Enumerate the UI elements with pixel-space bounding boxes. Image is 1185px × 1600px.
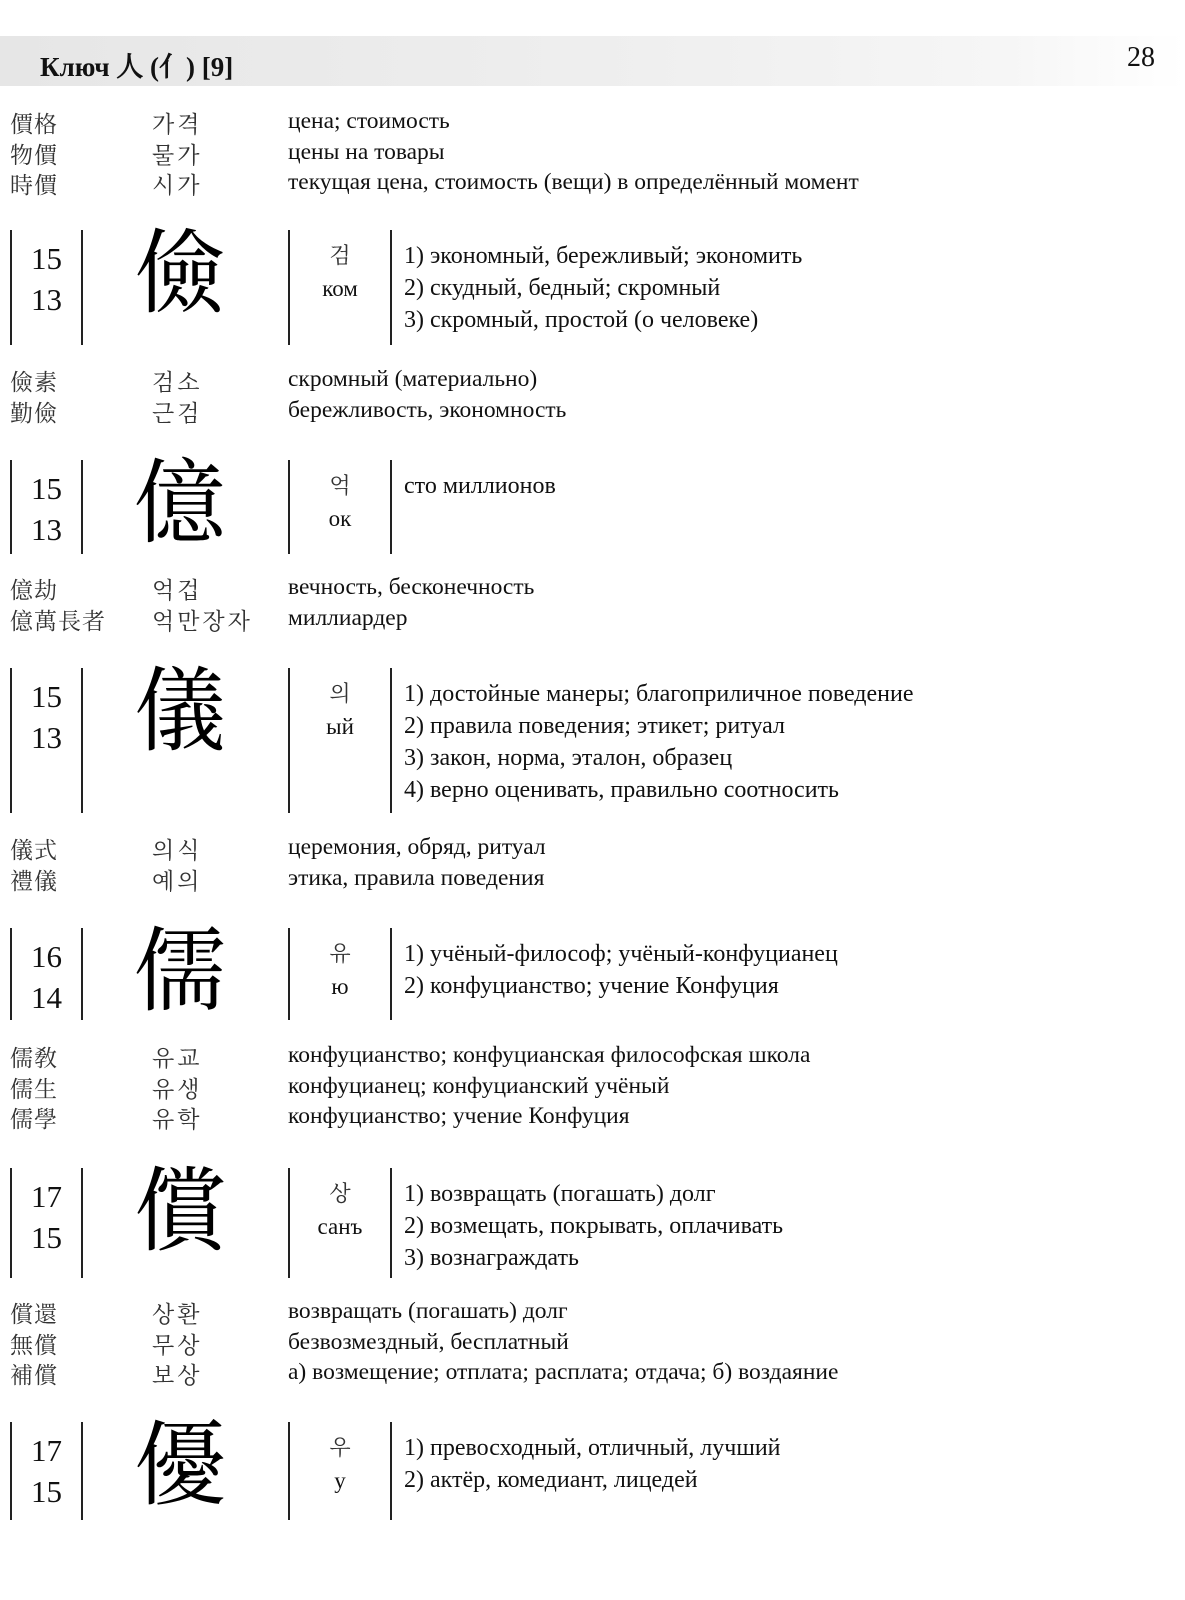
meaning: 3) закон, норма, эталон, образец <box>404 745 733 771</box>
divider <box>390 1168 392 1278</box>
compound-definition: вечность, бесконечность <box>288 574 535 600</box>
compound-definition: цена; стоимость <box>288 108 450 134</box>
reading <box>290 1180 390 1244</box>
reading <box>290 1434 390 1498</box>
reading-hangul: 검 <box>329 244 351 269</box>
compound-definition: конфуцианство; учение Конфуция <box>288 1103 630 1129</box>
compound-hangul: 억겁 <box>152 578 203 604</box>
reading <box>290 472 390 536</box>
compound-hanja: 時價 <box>10 173 58 199</box>
character-entry <box>10 220 1170 345</box>
stroke-count-extra: 13 <box>31 720 62 755</box>
compound-hangul: 근검 <box>152 400 203 427</box>
divider <box>390 460 392 554</box>
meaning: 2) правила поведения; этикет; ритуал <box>404 713 785 739</box>
compound-hanja: 補償 <box>10 1363 58 1389</box>
compound-definition: церемония, обряд, ритуал <box>288 834 546 860</box>
meaning: 1) экономный, бережливый; экономить <box>404 243 803 269</box>
reading-cyrillic: у <box>334 1468 346 1493</box>
headword-character: 優 <box>134 1412 227 1519</box>
stroke-count-total: 15 <box>31 471 62 506</box>
compound-hanja: 儒敎 <box>10 1046 58 1072</box>
reading <box>290 242 390 306</box>
meanings <box>404 678 913 806</box>
meaning: сто миллионов <box>404 473 556 499</box>
stroke-count-total: 17 <box>31 1433 62 1468</box>
compound-definition: а) возмещение; отплата; расплата; отдача; б) воздаяние <box>288 1359 839 1385</box>
reading-hangul: 억 <box>329 474 351 499</box>
meaning: 1) превосходный, отличный, лучший <box>404 1435 781 1461</box>
compound-hangul: 가격 <box>152 112 203 138</box>
compound-hangul: 검소 <box>152 370 203 396</box>
stroke-count-total: 16 <box>31 939 62 974</box>
compound-hangul: 시가 <box>152 173 203 199</box>
stroke-counts <box>10 1176 83 1258</box>
compound-definition: скромный (материально) <box>288 366 538 392</box>
compound-hanja: 物價 <box>10 142 58 169</box>
character-entry <box>10 918 1170 1025</box>
meanings <box>404 470 556 502</box>
meaning: 1) достойные манеры; благоприличное поведение <box>404 681 914 707</box>
compound-hangul: 보상 <box>152 1363 203 1389</box>
character-entry <box>10 1412 1170 1520</box>
reading-hangul: 의 <box>329 682 351 707</box>
compound-definition: миллиардер <box>288 604 408 631</box>
character-entry <box>10 658 1170 813</box>
compound-hanja: 儉素 <box>10 370 58 396</box>
stroke-count-extra: 14 <box>31 980 62 1015</box>
compound-hanja: 禮儀 <box>10 868 58 895</box>
compound-definition: цены на товары <box>288 138 445 165</box>
compound-hangul: 의식 <box>152 838 203 864</box>
reading <box>290 940 390 1004</box>
compound-hanja: 儀式 <box>10 838 58 864</box>
compound-hangul: 유교 <box>152 1046 203 1072</box>
compound-hangul: 유학 <box>152 1107 203 1133</box>
meaning: 3) скромный, простой (о человеке) <box>404 307 759 333</box>
compound-definition: безвозмездный, бесплатный <box>288 1328 569 1355</box>
reading-hangul: 유 <box>329 942 351 967</box>
meaning: 1) учёный-философ; учёный-конфуцианец <box>404 941 838 967</box>
compound-hangul: 물가 <box>152 142 203 169</box>
reading-cyrillic: ю <box>331 974 349 999</box>
meaning: 3) вознаграждать <box>404 1245 579 1271</box>
stroke-count-total: 15 <box>31 679 62 714</box>
stroke-counts <box>10 238 83 320</box>
stroke-count-extra: 15 <box>31 1474 62 1509</box>
stroke-count-extra: 15 <box>31 1220 62 1255</box>
headword-character: 儒 <box>134 918 227 1025</box>
radical-title: Ключ 人 (亻) [9] <box>40 52 234 82</box>
meanings <box>404 1178 783 1274</box>
compound-hangul: 무상 <box>152 1332 203 1359</box>
meaning: 2) конфуцианство; учение Конфуция <box>404 973 779 999</box>
meaning: 2) актёр, комедиант, лицедей <box>404 1467 698 1493</box>
compound-hanja: 價格 <box>10 112 58 138</box>
stroke-counts <box>10 468 83 550</box>
compound-hangul: 유생 <box>152 1076 203 1103</box>
compound-hanja: 償還 <box>10 1302 58 1328</box>
stroke-count-extra: 13 <box>31 282 62 317</box>
meanings <box>404 938 838 1002</box>
reading-cyrillic: ком <box>322 276 358 301</box>
compound-hanja: 億萬長者 <box>10 608 106 635</box>
divider <box>390 928 392 1020</box>
headword-character: 儉 <box>134 220 227 327</box>
character-entry <box>10 450 1170 557</box>
meaning: 2) возмещать, покрывать, оплачивать <box>404 1213 784 1239</box>
meaning: 2) скудный, бедный; скромный <box>404 275 721 301</box>
headword-character: 儀 <box>134 658 227 765</box>
page-header <box>0 36 1185 86</box>
reading-cyrillic: санъ <box>317 1214 363 1239</box>
reading-hangul: 우 <box>329 1436 351 1461</box>
compound-hanja: 無償 <box>10 1332 58 1359</box>
compound-hanja: 勤儉 <box>10 400 58 427</box>
stroke-counts <box>10 676 83 758</box>
meaning: 1) возвращать (погашать) долг <box>404 1181 716 1207</box>
compound-definition: этика, правила поведения <box>288 864 545 891</box>
compound-definition: бережливость, экономность <box>288 396 567 423</box>
compound-definition: текущая цена, стоимость (вещи) в определённый момент <box>288 169 859 195</box>
reading <box>290 680 390 744</box>
compound-definition: конфуцианец; конфуцианский учёный <box>288 1072 670 1099</box>
compound-hanja: 儒生 <box>10 1076 58 1103</box>
compound-hanja: 億劫 <box>10 578 58 604</box>
reading-hangul: 상 <box>329 1182 351 1207</box>
stroke-count-extra: 13 <box>31 512 62 547</box>
stroke-counts <box>10 936 83 1018</box>
compound-hangul: 예의 <box>152 868 203 895</box>
stroke-count-total: 17 <box>31 1179 62 1214</box>
character-entry <box>10 1158 1170 1278</box>
divider <box>390 1422 392 1520</box>
compound-hangul: 억만장자 <box>152 608 253 635</box>
compound-hanja: 儒學 <box>10 1107 58 1133</box>
reading-cyrillic: ый <box>326 714 354 739</box>
headword-character: 億 <box>134 450 227 557</box>
compound-hangul: 상환 <box>152 1302 203 1328</box>
divider <box>390 230 392 345</box>
meaning: 4) верно оценивать, правильно соотносить <box>404 777 839 803</box>
reading-cyrillic: ок <box>328 506 352 531</box>
page-number: 28 <box>1127 42 1155 73</box>
stroke-count-total: 15 <box>31 241 62 276</box>
stroke-counts <box>10 1430 83 1512</box>
compound-definition: конфуцианство; конфуцианская философская школа <box>288 1042 811 1068</box>
headword-character: 償 <box>134 1158 227 1265</box>
meanings <box>404 240 802 336</box>
divider <box>390 668 392 813</box>
meanings <box>404 1432 781 1496</box>
compound-definition: возвращать (погашать) долг <box>288 1298 568 1324</box>
